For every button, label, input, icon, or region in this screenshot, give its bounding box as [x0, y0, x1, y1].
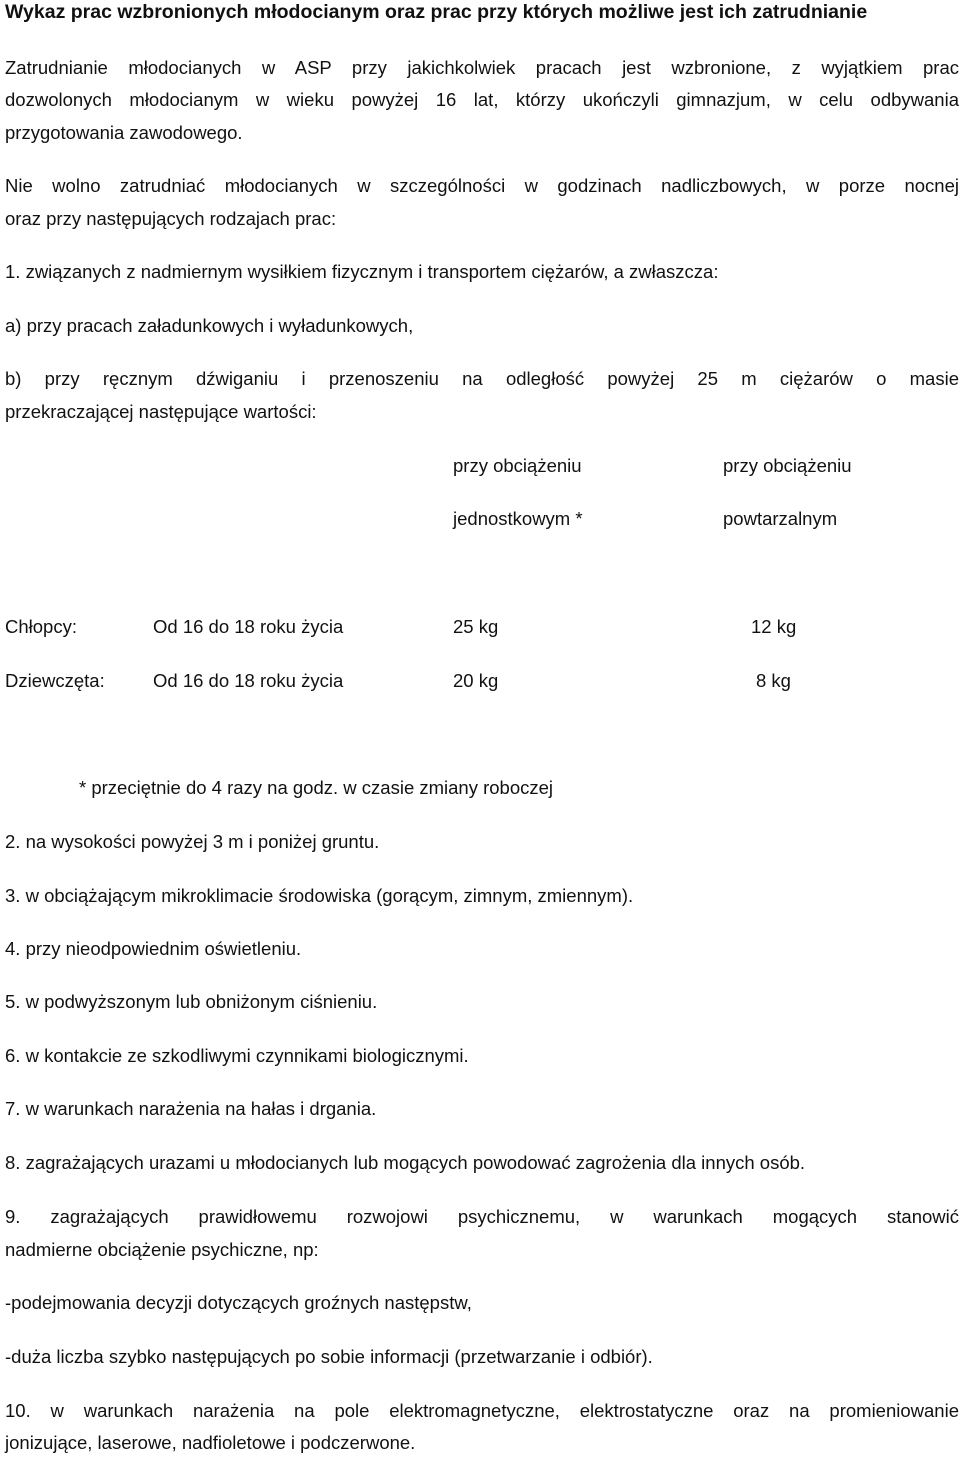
- footnote: * przeciętnie do 4 razy na godz. w czasie zmiany roboczej: [79, 777, 554, 798]
- header-repeated-load-1: przy obciążeniu: [723, 455, 852, 476]
- row-boys-repeated: 12 kg: [751, 616, 797, 637]
- item-9-sub-2: -duża liczba szybko następujących po sobie informacji (przetwarzanie i odbiór).: [5, 1346, 653, 1367]
- header-single-load-2: jednostkowym *: [453, 508, 583, 529]
- item-10-line-1: 10. w warunkach narażenia na pole elektromagnetyczne, elektrostatyczne oraz na promieniowanie: [5, 1400, 959, 1421]
- item-6: 6. w kontakcie ze szkodliwymi czynnikami biologicznymi.: [5, 1045, 469, 1066]
- item-2: 2. na wysokości powyżej 3 m i poniżej gruntu.: [5, 831, 380, 852]
- item-3: 3. w obciążającym mikroklimacie środowiska (gorącym, zimnym, zmiennym).: [5, 885, 634, 906]
- intro-line-2: dozwolonych młodocianym w wieku powyżej 16 lat, którzy ukończyli gimnazjum, w celu odbywania: [5, 89, 959, 110]
- item-9-line-1: 9. zagrażających prawidłowemu rozwojowi psychicznemu, w warunkach mogących stanowić: [5, 1206, 959, 1227]
- item-7: 7. w warunkach narażenia na hałas i drgania.: [5, 1098, 377, 1119]
- item-1-b-line-2: przekraczającej następujące wartości:: [5, 401, 317, 422]
- item-1-text: 1. związanych z nadmiernym wysiłkiem fizycznym i transportem ciężarów, a zwłaszcza:: [5, 261, 719, 282]
- item-9-sub-1: -podejmowania decyzji dotyczących groźnych następstw,: [5, 1292, 472, 1313]
- intro-line-3: przygotowania zawodowego.: [5, 122, 243, 143]
- item-1-b-line-1: b) przy ręcznym dźwiganiu i przenoszeniu na odległość powyżej 25 m ciężarów o masie: [5, 368, 959, 389]
- item-1-a: a) przy pracach załadunkowych i wyładunkowych,: [5, 315, 414, 336]
- restriction-line-1: Nie wolno zatrudniać młodocianych w szczególności w godzinach nadliczbowych, w porze nocnej: [5, 175, 959, 196]
- intro-line-1: Zatrudnianie młodocianych w ASP przy jakichkolwiek pracach jest wzbronione, z wyjątkiem prac: [5, 57, 959, 78]
- restriction-line-2: oraz przy następujących rodzajach prac:: [5, 208, 337, 229]
- row-boys-age: Od 16 do 18 roku życia: [153, 616, 344, 637]
- item-10-line-2: jonizujące, laserowe, nadfioletowe i podczerwone.: [5, 1432, 416, 1453]
- header-repeated-load-2: powtarzalnym: [723, 508, 838, 529]
- document-title: Wykaz prac wzbronionych młodocianym oraz prac przy których możliwe jest ich zatrudnianie: [5, 1, 868, 23]
- row-girls-single: 20 kg: [453, 670, 499, 691]
- item-8: 8. zagrażających urazami u młodocianych lub mogących powodować zagrożenia dla innych osób.: [5, 1152, 806, 1173]
- item-4: 4. przy nieodpowiednim oświetleniu.: [5, 938, 302, 959]
- item-5: 5. w podwyższonym lub obniżonym ciśnieniu.: [5, 991, 378, 1012]
- item-9-line-2: nadmierne obciążenie psychiczne, np:: [5, 1239, 319, 1260]
- row-girls-age: Od 16 do 18 roku życia: [153, 670, 344, 691]
- row-boys-group: Chłopcy:: [5, 616, 77, 637]
- row-girls-group: Dziewczęta:: [5, 670, 105, 691]
- row-girls-repeated: 8 kg: [756, 670, 791, 691]
- header-single-load-1: przy obciążeniu: [453, 455, 582, 476]
- row-boys-single: 25 kg: [453, 616, 499, 637]
